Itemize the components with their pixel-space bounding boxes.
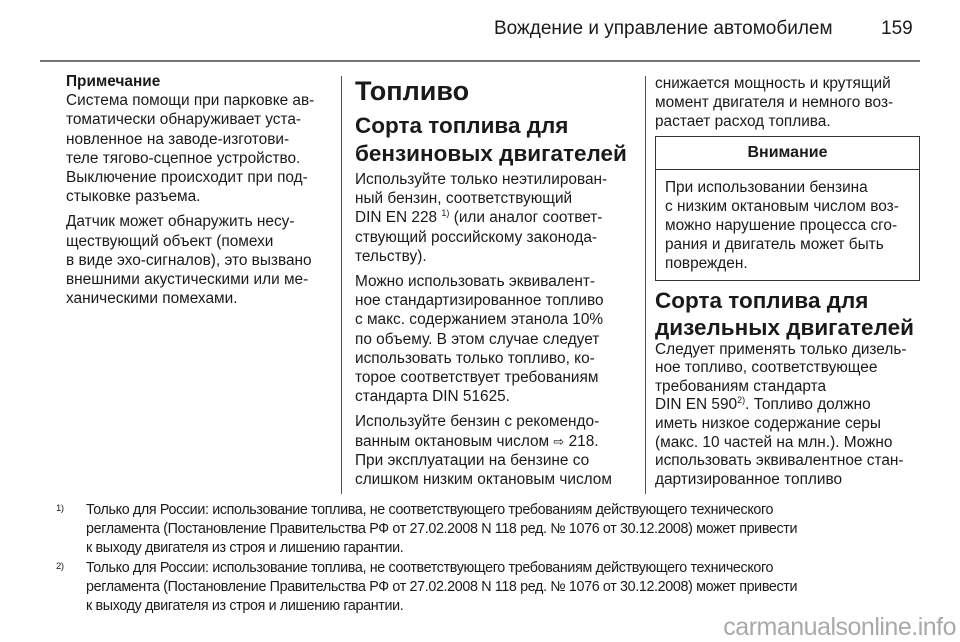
text-line: момент двигателя и немного воз- <box>655 94 894 112</box>
text-line: Датчик может обнаружить несу- <box>66 213 295 231</box>
text-line: Используйте только неэтилирован- <box>355 171 608 188</box>
text-line: Только для России: использование топлива, не соответствующего требованиям действующего технического <box>86 560 774 576</box>
text-line: При эксплуатации на бензине со <box>355 451 590 469</box>
paragraph <box>355 272 640 406</box>
text-line: ный бензин, соответствующий <box>355 190 573 208</box>
text-line: регламента (Постановление Правительства РФ от 27.02.2008 N 118 ред. № 1076 от 30.12.2008) может привести <box>86 579 798 595</box>
text-line: иметь низкое содержание серы <box>655 415 881 432</box>
note-paragraph-1 <box>66 91 338 206</box>
text-line: Система помощи при парковке ав- <box>66 92 315 110</box>
footnote-number: 2) <box>56 561 64 572</box>
column-1 <box>66 72 338 314</box>
paragraph <box>355 170 640 266</box>
text-line: растает расход топлива. <box>655 113 831 131</box>
text-line: дартизированное топливо <box>655 470 843 488</box>
column-divider <box>341 76 342 494</box>
text-line: Только для России: использование топлива, не соответствующего требованиям действующего технического <box>86 502 774 518</box>
text-line: торое соответствует требованиям <box>355 369 599 387</box>
watermark: carmanualsonline.info <box>723 613 956 641</box>
text-line: регламента (Постановление Правительства РФ от 27.02.2008 N 118 ред. № 1076 от 30.12.2008) может привести <box>86 521 798 537</box>
subsection-title-diesel <box>655 287 920 341</box>
text-line: новленное на заводе-изготови- <box>66 130 290 148</box>
heading-line: Сорта топлива для <box>655 287 869 313</box>
section-title: Топливо <box>355 76 470 106</box>
text-line: к выходу двигателя из строя и лишению гарантии. <box>86 540 404 556</box>
note-title: Примечание <box>66 73 161 90</box>
text-line: рания и двигатель может быть <box>665 236 884 254</box>
text-line: тельству). <box>355 247 427 265</box>
text-line: можно нарушение процесса сго- <box>665 217 898 235</box>
text-line: ществующий объект (помехи <box>66 232 274 250</box>
heading-line: дизельных двигателей <box>655 314 914 340</box>
text-line <box>355 432 640 451</box>
column-2 <box>355 74 640 495</box>
footnote-ref-1[interactable]: 1) <box>441 208 450 219</box>
footnote-2 <box>56 559 926 616</box>
subsection-title-petrol <box>355 112 640 168</box>
text-line: снижается мощность и крутящий <box>655 75 891 92</box>
text: DIN EN 590 <box>655 396 738 414</box>
text-line: ханическими помехами. <box>66 290 238 308</box>
text-line: При использовании бензина <box>665 178 868 196</box>
text-line: с низким октановым числом воз- <box>665 197 899 215</box>
text-line: требованиям стандарта <box>655 377 827 395</box>
text-line: в виде эхо-сигналов), это вызвано <box>66 251 312 269</box>
text-line: слишком низким октановым числом <box>355 471 612 489</box>
chapter-title: Вождение и управление автомобилем <box>494 18 833 39</box>
text-line: ствующий российскому законода- <box>355 228 598 246</box>
heading-line: Сорта топлива для <box>355 113 569 138</box>
text-line: Выключение происходит при под- <box>66 169 308 187</box>
heading-line: бензиновых двигателей <box>355 141 627 166</box>
footnote-ref-2[interactable]: 2) <box>737 395 746 406</box>
text-line: ное топливо, соответствующее <box>655 359 878 377</box>
text-line: томатически обнаруживает уста- <box>66 111 302 129</box>
text-line <box>655 396 920 415</box>
text-line: по объему. В этом случае следует <box>355 330 600 348</box>
text-line: стандарта DIN 51625. <box>355 388 510 406</box>
text: . Топливо должно <box>745 396 871 414</box>
paragraph <box>655 74 920 132</box>
page-ref-link[interactable]: 218. <box>568 432 599 450</box>
paragraph <box>655 341 920 490</box>
text-line: (макс. 10 частей на млн.). Можно <box>655 433 893 451</box>
page-ref-arrow-icon: ⇨ <box>553 433 565 449</box>
paragraph <box>355 412 640 489</box>
text: DIN EN 228 <box>355 209 442 227</box>
text-line: стыковке разъема. <box>66 188 201 206</box>
text-line: использовать только топливо, ко- <box>355 349 595 367</box>
note-paragraph-2 <box>66 212 338 308</box>
page-number: 159 <box>881 18 913 39</box>
header-rule <box>40 60 920 62</box>
text-line: Следует применять только дизель- <box>655 340 907 358</box>
text: ванным октановым числом <box>355 432 554 450</box>
text-line: с макс. содержанием этанола 10% <box>355 311 604 329</box>
text-line: поврежден. <box>665 255 748 273</box>
text-line: теле тягово-сцепное устройство. <box>66 149 301 167</box>
footnote-number: 1) <box>56 503 64 514</box>
text-line <box>355 208 640 227</box>
text-line: ное стандартизированное топливо <box>355 292 604 310</box>
text: (или аналог соответ- <box>453 209 603 227</box>
text-line: Используйте бензин с рекомендо- <box>355 413 600 431</box>
column-3 <box>655 74 920 489</box>
column-divider <box>645 76 646 494</box>
warning-box <box>655 136 920 281</box>
warning-title: Внимание <box>656 137 919 170</box>
footnote-1 <box>56 501 926 558</box>
text-line: Можно использовать эквивалент- <box>355 273 596 291</box>
text-line: использовать эквивалентное стан- <box>655 452 904 470</box>
text-line: внешними акустическими или ме- <box>66 271 309 289</box>
text-line: к выходу двигателя из строя и лишению гарантии. <box>86 598 404 614</box>
warning-body <box>656 170 919 280</box>
